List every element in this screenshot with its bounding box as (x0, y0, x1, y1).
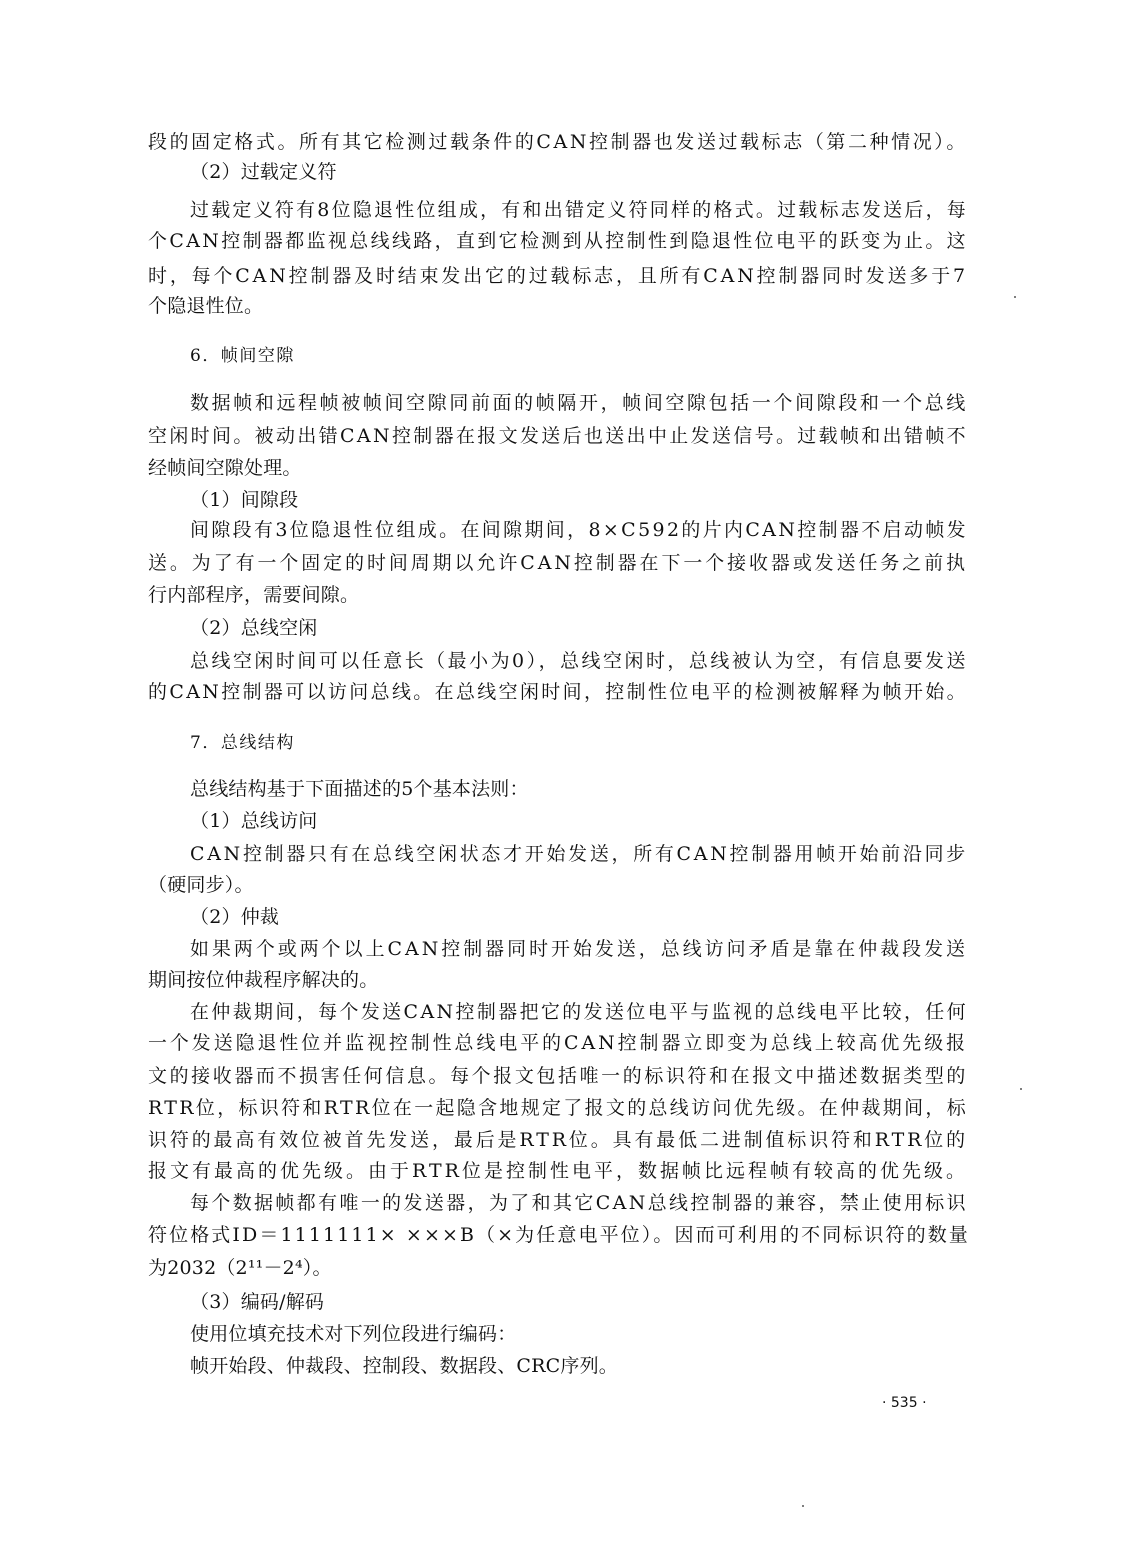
text-line: 行内部程序，需要间隙。 (148, 584, 360, 606)
text-line: 空闲时间。被动出错CAN控制器在报文发送后也送出中止发送信号。过载帧和出错帧不 (148, 425, 968, 447)
scan-speck (1020, 1088, 1022, 1090)
scan-speck (1014, 296, 1016, 298)
subsection-heading: （2）仲裁 (190, 906, 280, 928)
text-line: 符位格式ID＝1111111× ×××B（×为任意电平位）。因而可利用的不同标识符的数量 (148, 1224, 970, 1246)
text-line: 送。为了有一个固定的时间周期以允许CAN控制器在下一个接收器或发送任务之前执 (148, 552, 968, 574)
text-line: 的CAN控制器可以访问总线。在总线空闲时间，控制性位电平的检测被解释为帧开始。 (148, 681, 968, 703)
text-line: 过载定义符有8位隐退性位组成，有和出错定义符同样的格式。过载标志发送后，每 (190, 199, 968, 221)
scan-speck (802, 1505, 804, 1507)
text-line: 期间按位仲裁程序解决的。 (148, 969, 379, 991)
text-line: 报文有最高的优先级。由于RTR位是控制性电平，数据帧比远程帧有较高的优先级。 (148, 1160, 968, 1182)
text-line: 如果两个或两个以上CAN控制器同时开始发送，总线访问矛盾是靠在仲裁段发送 (190, 938, 968, 960)
text-line: 帧开始段、仲裁段、控制段、数据段、CRC序列。 (190, 1355, 618, 1377)
text-line: 为2032（2¹¹－2⁴）。 (148, 1257, 332, 1279)
section-heading: 7．总线结构 (190, 733, 295, 753)
subsection-heading: （1）总线访问 (190, 810, 318, 832)
page-number: · 535 · (882, 1395, 927, 1411)
text-line: 在仲裁期间，每个发送CAN控制器把它的发送位电平与监视的总线电平比较，任何 (190, 1001, 968, 1023)
section-heading: 6．帧间空隙 (190, 346, 295, 366)
subsection-heading: （2）过载定义符 (190, 161, 337, 183)
text-line: 一个发送隐退性位并监视控制性总线电平的CAN控制器立即变为总线上较高优先级报 (148, 1032, 968, 1054)
text-line: 总线结构基于下面描述的5个基本法则： (190, 778, 529, 800)
text-line: 使用位填充技术对下列位段进行编码： (190, 1323, 517, 1345)
text-line: 识符的最高有效位被首先发送，最后是RTR位。具有最低二进制值标识符和RTR位的 (148, 1129, 968, 1151)
text-line: 经帧间空隙处理。 (148, 457, 302, 479)
text-line: 段的固定格式。所有其它检测过载条件的CAN控制器也发送过载标志（第二种情况）。 (148, 131, 968, 153)
text-line: 总线空闲时间可以任意长（最小为0），总线空闲时，总线被认为空，有信息要发送 (190, 650, 968, 672)
text-line: 个隐退性位。 (148, 295, 264, 317)
text-line: CAN控制器只有在总线空闲状态才开始发送，所有CAN控制器用帧开始前沿同步 (190, 843, 968, 865)
text-line: 间隙段有3位隐退性位组成。在间隙期间，8×C592的片内CAN控制器不启动帧发 (190, 519, 968, 541)
text-line: 文的接收器而不损害任何信息。每个报文包括唯一的标识符和在报文中描述数据类型的 (148, 1065, 968, 1087)
subsection-heading: （1）间隙段 (190, 489, 299, 511)
text-line: 每个数据帧都有唯一的发送器，为了和其它CAN总线控制器的兼容，禁止使用标识 (190, 1192, 968, 1214)
subsection-heading: （3）编码/解码 (190, 1291, 325, 1313)
text-line: 数据帧和远程帧被帧间空隙同前面的帧隔开，帧间空隙包括一个间隙段和一个总线 (190, 392, 968, 414)
text-line: 个CAN控制器都监视总线线路，直到它检测到从控制性到隐退性位电平的跃变为止。这 (148, 230, 968, 252)
text-line: RTR位，标识符和RTR位在一起隐含地规定了报文的总线访问优先级。在仲裁期间，标 (148, 1097, 968, 1119)
text-line: （硬同步）。 (148, 874, 254, 896)
text-line: 时，每个CAN控制器及时结束发出它的过载标志，且所有CAN控制器同时发送多于7 (148, 265, 968, 287)
subsection-heading: （2）总线空闲 (190, 617, 318, 639)
